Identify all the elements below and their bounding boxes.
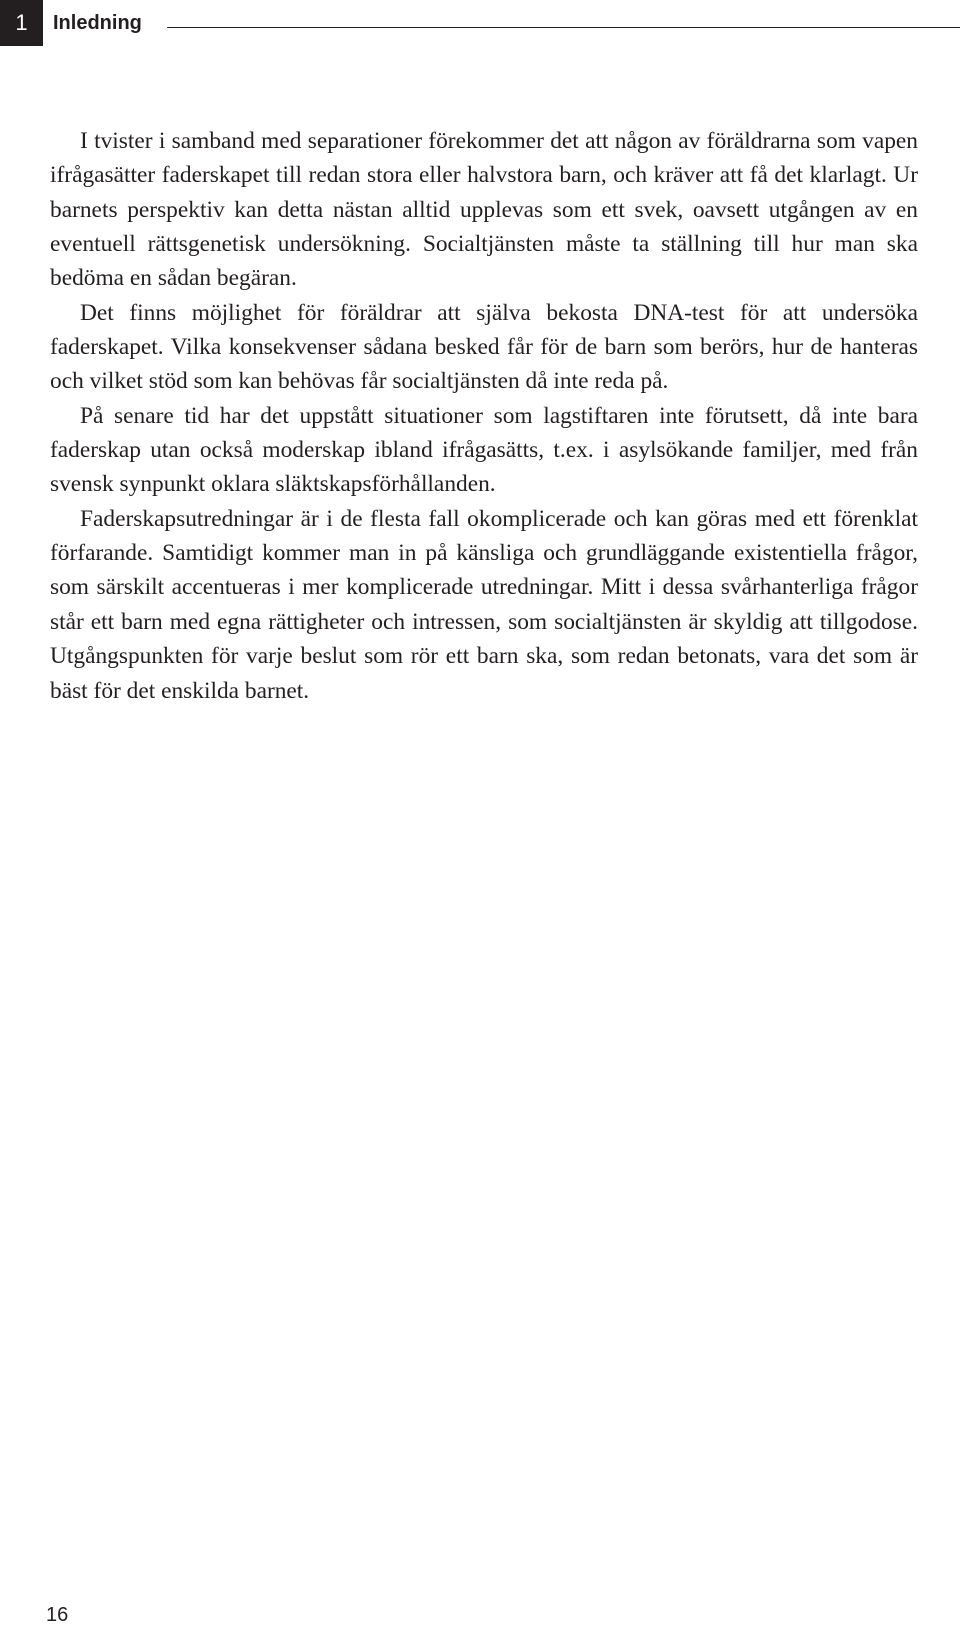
header-rule [167,27,960,28]
paragraph: På senare tid har det uppstått situationer som lagstiftaren inte förutsett, då inte bara faderskap utan också moderskap ibland ifrågasätts, t.ex. i asylsökande familjer, med från svensk synpunkt oklara släktskapsförhållanden. [50,402,918,498]
paragraph: Det finns möjlighet för föräldrar att själva bekosta DNA-test för att undersöka faderskapet. Vilka konsekvenser sådana besked får för de barn som berörs, hur de hanteras och vilket stöd som kan behövas får socialtjänsten då inte reda på. [50,299,918,395]
chapter-number: 1 [0,0,43,46]
body-text [50,124,918,708]
running-header [0,0,960,46]
chapter-title: Inledning [53,12,142,34]
paragraph: Faderskapsutredningar är i de flesta fall okomplicerade och kan göras med ett förenklat förfarande. Samtidigt kommer man in på känsliga och grundläggande existentiella frågor, som särskilt accentueras i mer komplicerade utredningar. Mitt i dessa svårhanterliga frågor står ett barn med egna rättigheter och intressen, som socialtjänsten är skyldig att tillgodose. Utgångspunkten för varje beslut som rör ett barn ska, som redan betonats, vara det som är bäst för det enskilda barnet. [50,505,918,704]
paragraph: I tvister i samband med separationer förekommer det att någon av föräldrarna som vapen ifrågasätter faderskapet till redan stora eller halvstora barn, och kräver att få det klarlagt. Ur barnets perspektiv kan detta nästan alltid upplevas som ett svek, oavsett utgången av en eventuell rättsgenetisk undersökning. Socialtjänsten måste ta ställning till hur man ska bedöma en sådan begäran. [50,128,918,292]
page-number: 16 [46,1604,69,1626]
